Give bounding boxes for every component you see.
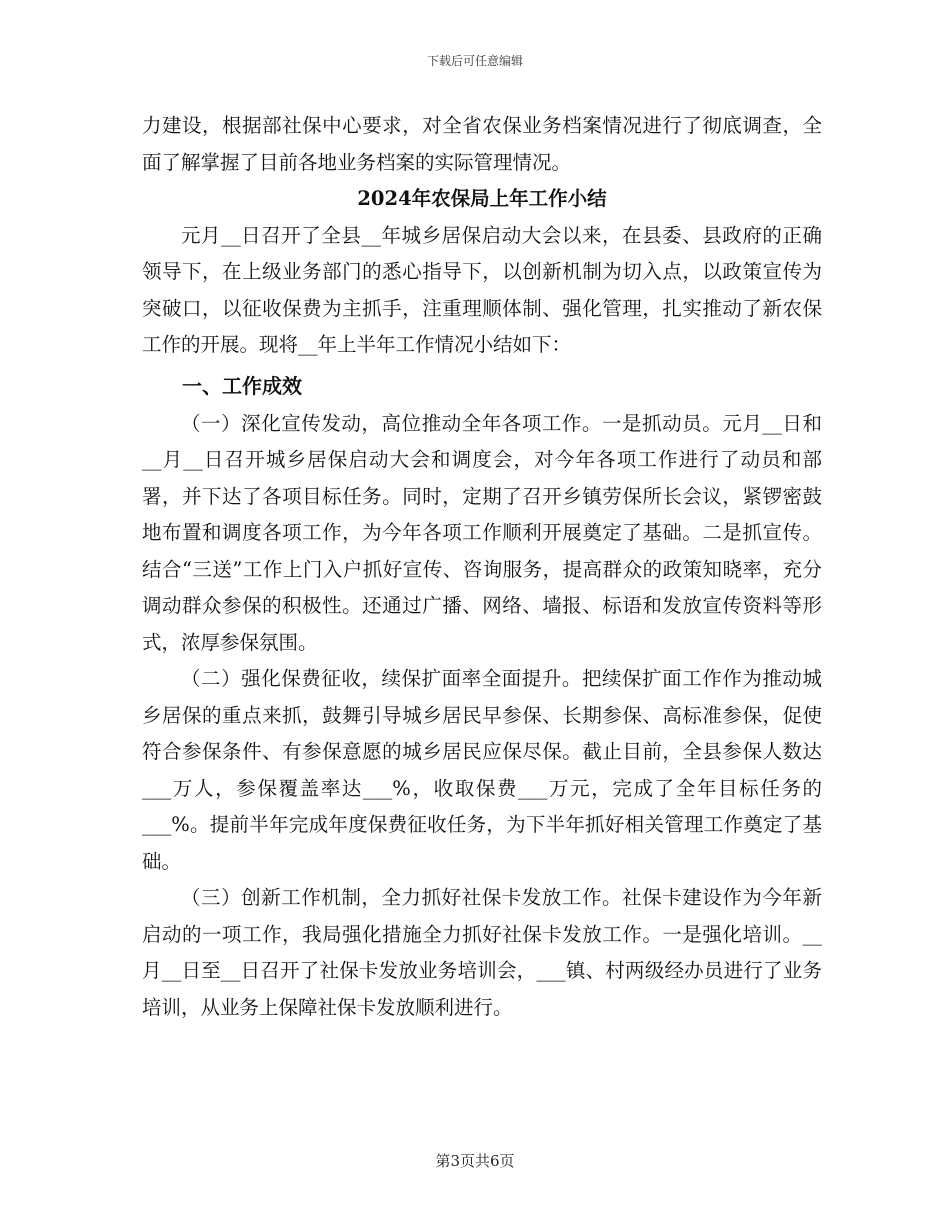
page-number: 第3页共6页 — [435, 1152, 515, 1170]
item-paragraph-3: （三）创新工作机制，全力抓好社保卡发放工作。社保卡建设作为今年新启动的一项工作，我局强化措施全力抓好社保卡发放工作。一是强化培训。__月__日至__日召开了社保卡发放业务培训会，___镇、村两级经办员进行了业务培训，从业务上保障社保卡发放顺利进行。 — [142, 886, 822, 1019]
item-paragraph-2: （二）强化保费征收，续保扩面率全面提升。把续保扩面工作作为推动城乡居保的重点来抓，鼓舞引导城乡居民早参保、长期参保、高标准参保，促使符合参保条件、有参保意愿的城乡居民应保尽保。截止目前，全县参保人数达___万人，参保覆盖率达___%，收取保费___万元，完成了全年目标任务的___%。提前半年完成年度保费征收任务，为下半年抓好相关管理工作奠定了基础。 — [142, 667, 822, 873]
intro-paragraph: 元月__日召开了全县__年城乡居保启动大会以来，在县委、县政府的正确领导下，在上级业务部门的悉心指导下，以创新机制为切入点，以政策宣传为突破口，以征收保费为主抓手，注重理顺体制、强化管理，扎实推动了新农保工作的开展。现将__年上半年工作情况小结如下： — [142, 223, 822, 356]
document-body — [142, 108, 822, 1026]
carryover-paragraph: 力建设，根据部社保中心要求，对全省农保业务档案情况进行了彻底调查，全面了解掌握了目前各地业务档案的实际管理情况。 — [142, 114, 822, 174]
article-title: 2024年农保局上年工作小结 — [357, 187, 607, 210]
item-paragraph-1: （一）深化宣传发动，高位推动全年各项工作。一是抓动员。元月__日和__月__日召开城乡居保启动大会和调度会，对今年各项工作进行了动员和部署，并下达了各项目标任务。同时，定期了召开乡镇劳保所长会议，紧锣密鼓地布置和调度各项工作，为今年各项工作顺利开展奠定了基础。二是抓宣传。结合“三送”工作上门入户抓好宣传、咨询服务，提高群众的政策知晓率，充分调动群众参保的积极性。还通过广播、网络、墙报、标语和发放宣传资料等形式，浓厚参保氛围。 — [142, 411, 822, 654]
section-heading: 一、工作成效 — [182, 373, 302, 398]
page-header-note: 下载后可任意编辑 — [426, 54, 523, 68]
